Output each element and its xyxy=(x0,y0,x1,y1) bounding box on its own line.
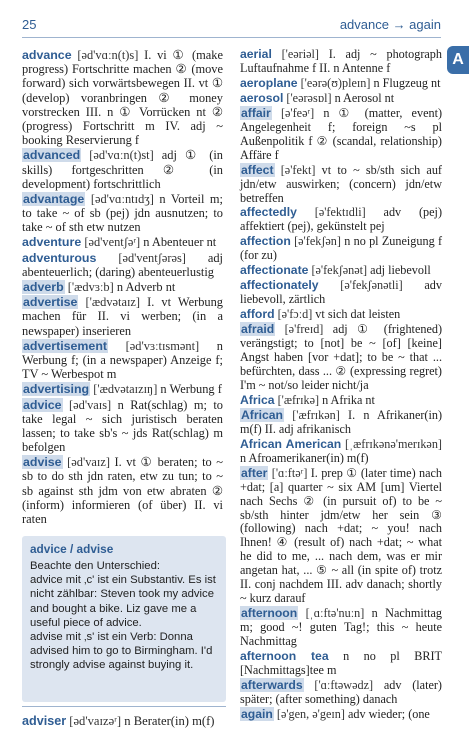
definition: n Rat(schlag) m; to take legal ~ sich juristisch beraten lassen; to take sb's ~ jds Rat(schlag) m befolgen xyxy=(22,397,223,455)
dictionary-entry xyxy=(240,607,442,649)
dictionary-entry xyxy=(22,251,223,279)
pronunciation: ['eəriəl] xyxy=(281,47,319,61)
headword: afterwards xyxy=(241,677,303,692)
pronunciation: ['æfrɪkən] xyxy=(292,407,340,422)
definition: adv wieder; (one xyxy=(344,706,430,721)
headword: advertising xyxy=(23,382,90,397)
headword: adventure xyxy=(22,235,82,250)
definition: n Afrika nt xyxy=(319,392,375,407)
pronunciation: [ə'fɔːd] xyxy=(277,307,313,322)
definition: n Werbung f xyxy=(157,382,222,397)
pronunciation: ['ædvɜːb] xyxy=(67,280,114,294)
pronunciation: ['æfrɪkə] xyxy=(277,392,320,407)
dictionary-entry xyxy=(240,107,442,163)
headword: aerial xyxy=(240,47,272,61)
usage-note-body xyxy=(30,559,220,673)
headword: afternoon xyxy=(241,606,298,621)
guide-words: advance → again xyxy=(339,17,441,32)
headword: affectionate xyxy=(240,263,309,278)
pronunciation: [əd'vaɪs] xyxy=(69,397,112,412)
definition: n Werbung f; (in a newspaper) Anzeige f; TV ~ Werbespot m xyxy=(22,338,223,382)
dictionary-entry xyxy=(240,92,442,106)
definition: adv (pej) affektiert (pej), gekünstelt pej xyxy=(240,205,443,234)
pronunciation: [ə'fekʃənətli] xyxy=(340,278,403,293)
pronunciation: ['ædvətaɪzɪŋ] xyxy=(93,382,158,397)
definition: vt sich dat leisten xyxy=(312,307,401,322)
dictionary-entry xyxy=(240,708,442,722)
headword: afternoon tea xyxy=(240,649,329,664)
headword: African xyxy=(241,407,283,422)
dictionary-entry xyxy=(22,398,223,455)
definition: I. n Afrikaner(in) m(f) II. adj afrikanisch xyxy=(240,407,443,436)
headword: Africa xyxy=(240,392,275,407)
headword: adverb xyxy=(23,280,64,294)
headword: affectedly xyxy=(240,205,297,220)
pronunciation: [ˌæfrɪkənə'merɪkən] xyxy=(345,436,442,451)
pronunciation: [əd'vɜːtɪsmənt] xyxy=(125,338,200,353)
dictionary-entry xyxy=(22,455,223,526)
headword: aeroplane xyxy=(240,75,298,90)
headword: afraid xyxy=(241,322,275,337)
definition: n ① (matter, event) Angelegenheit f; foreign ~s pl Außenpolitik f ② (scandal, relationship) Affäre f xyxy=(240,105,443,162)
pronunciation: [ə'feəʳ] xyxy=(280,105,315,120)
dictionary-entry xyxy=(240,264,442,278)
definition: adv liebevoll, zärtlich xyxy=(240,278,442,307)
definition: adj abenteuerlich; (daring) abenteuerlustig xyxy=(22,250,223,279)
headword: advice xyxy=(23,397,62,412)
pronunciation: [ə'gen, ə'geɪn] xyxy=(276,706,345,721)
dictionary-entry xyxy=(22,48,223,147)
dictionary-entry xyxy=(22,148,223,191)
usage-note-line: Beachte den Unterschied: xyxy=(30,560,160,572)
pronunciation: [əd'ventʃəʳ] xyxy=(84,235,141,250)
dictionary-entry xyxy=(240,323,442,393)
page-header xyxy=(0,0,469,40)
dictionary-entry xyxy=(22,382,223,396)
headword: aerosol xyxy=(240,90,284,105)
dictionary-entry xyxy=(240,164,442,206)
dictionary-entry xyxy=(22,295,223,338)
definition: adj liebevoll xyxy=(367,263,431,278)
right-column xyxy=(240,48,442,723)
definition: n Afroamerikaner(in) m(f) xyxy=(240,450,369,465)
headword: advanced xyxy=(23,148,81,163)
definition: n no pl BRIT [Nachmittags]tee m xyxy=(240,649,443,677)
dictionary-entry xyxy=(22,339,223,382)
left-column xyxy=(22,48,223,527)
pronunciation: [ə'fekʃən] xyxy=(294,234,341,249)
definition: I. vt Werbung machen für II. vi werben; (in a newspaper) inserieren xyxy=(22,295,223,338)
headword: advise xyxy=(23,455,62,470)
definition: n Adverb nt xyxy=(113,280,176,294)
definition: adv (later) später; (after something) danach xyxy=(240,677,442,706)
headword: advertisement xyxy=(23,338,108,353)
usage-note-title: advice / advise xyxy=(30,542,114,556)
definition: n Berater(in) m(f) xyxy=(121,714,215,728)
dictionary-entry xyxy=(240,394,442,408)
pronunciation: [əd'vaɪz] xyxy=(67,455,110,470)
dictionary-entry xyxy=(240,48,442,76)
definition: adj ① (frightened) verängstigt; to [not] be ~ [of] [keine] Angst haben [vor +dat]; to be ~ that ... befürchten, dass ... ② (expressing regret) I'm ~ not/so leider nicht/ja xyxy=(240,322,443,392)
dictionary-entry xyxy=(22,280,223,294)
header-rule xyxy=(22,37,441,38)
pronunciation: ['eərəsɒl] xyxy=(286,90,332,105)
headword: adviser xyxy=(22,714,67,728)
pronunciation: [əd'vɑːntɪdʒ] xyxy=(90,191,154,206)
dictionary-entry xyxy=(240,409,442,437)
headword: affectionately xyxy=(240,278,319,293)
dictionary-entry xyxy=(240,308,442,322)
definition: n Nachmittag m; good ~! guten Tag!; this ~ heute Nachmittag xyxy=(240,606,443,649)
dictionary-entry xyxy=(240,467,442,607)
dictionary-entry xyxy=(22,235,223,249)
headword: advance xyxy=(22,48,72,62)
usage-note-line: advise mit ‚s' ist ein Verb: Donna advised him to go to Birmingham. I'd strongly advise against buying it. xyxy=(30,631,213,672)
definition: n no pl Zuneigung f (for zu) xyxy=(240,234,443,263)
headword: affection xyxy=(240,234,291,249)
dictionary-entry xyxy=(22,192,223,235)
definition: I. vi ① (make progress) Fortschritte machen ② (move forward) sich vorwärtsbewegen II. vt ① (develop) voranbringen ② money vorstrecken III. n ① Vorrücken nt ② (progress) Fortschritt m IV. adj ~ booking Reservierung f xyxy=(22,48,223,148)
pronunciation: [ˌɑːftə'nuːn] xyxy=(305,606,365,621)
definition: adj ① (in skills) fortgeschritten ② (in development) fortschrittlich xyxy=(22,148,223,191)
dictionary-entry xyxy=(240,206,442,234)
definition: I. adj ~ photograph Luftaufnahme f II. n Antenne f xyxy=(240,47,442,75)
headword: adventurous xyxy=(22,250,97,265)
usage-note-line: advice mit ‚c' ist ein Substantiv. Es ist nicht zählbar: Steven took my advice and bought a bike. Liz gave me a useful piece of advice. xyxy=(30,574,216,629)
headword: advertise xyxy=(23,295,78,310)
pronunciation: [əd'vaɪzəʳ] xyxy=(69,714,122,728)
definition: n Abenteuer nt xyxy=(140,235,217,250)
page-number: 25 xyxy=(22,17,37,32)
entry-adviser xyxy=(22,714,223,728)
pronunciation: [əd'vɑːn(t)s] xyxy=(77,48,139,62)
pronunciation: [əd'ventʃərəs] xyxy=(118,250,186,265)
letter-tab: A xyxy=(447,46,469,74)
headword: affair xyxy=(241,105,271,120)
dictionary-entry xyxy=(240,77,442,91)
dictionary-entry xyxy=(240,438,442,466)
usage-note-box xyxy=(22,536,226,702)
pronunciation: ['ædvətaɪz] xyxy=(85,295,141,310)
headword: after xyxy=(241,465,268,480)
dictionary-entry xyxy=(240,650,442,678)
headword: afford xyxy=(240,307,275,322)
definition: n Aerosol nt xyxy=(331,90,395,105)
definition: vt to ~ sb/sth sich auf jdn/etw auswirken; (concern) jdn/etw betreffen xyxy=(240,162,442,205)
pronunciation: [ə'fektɪdli] xyxy=(314,205,366,220)
definition: n Flugzeug nt xyxy=(370,75,441,90)
definition: n Vorteil m; to take ~ of sb (pej) jdn ausnutzen; to take ~ of sth etw nutzen xyxy=(22,191,223,235)
pronunciation: [ə'fekt] xyxy=(280,162,316,177)
pronunciation: ['ɑːftəwədz] xyxy=(314,677,374,692)
headword: affect xyxy=(241,162,274,177)
dictionary-entry xyxy=(240,279,442,307)
definition: I. vt ① beraten; to ~ sb to do sth jdn raten, etw zu tun; to ~ sb against sth jdm von etw abraten ② (inform) informieren (of über) II. vi raten xyxy=(22,455,223,526)
headword: advantage xyxy=(23,191,85,206)
box-rule xyxy=(22,706,226,707)
pronunciation: [ə'freɪd] xyxy=(284,322,324,337)
headword: again xyxy=(241,706,273,721)
pronunciation: ['ɑːftəʳ] xyxy=(271,465,308,480)
dictionary-entry xyxy=(240,679,442,707)
definition: I. prep ① (later time) nach +dat; [a] quarter ~ six AM [um] Viertel nach Sechs ② (in pursuit of) to be ~ sb/sth hinter jdm/etw her sein ③ (following) nach +dat; ~ you! nach Ihnen! ④ (result of) nach +dat; ~ what he did to me, ... nach dem, was er mir angetan hat, ... ⑤ ~ all (in spite of) trotz II. conj nachdem III. adv danach; shortly ~ kurz darauf xyxy=(240,465,443,606)
pronunciation: ['eərə(ʊ)pleɪn] xyxy=(300,75,371,90)
dictionary-entry xyxy=(240,235,442,263)
pronunciation: [əd'vɑːn(t)st] xyxy=(89,148,154,163)
pronunciation: [ə'fekʃənət] xyxy=(311,263,368,278)
headword: African American xyxy=(240,436,342,451)
